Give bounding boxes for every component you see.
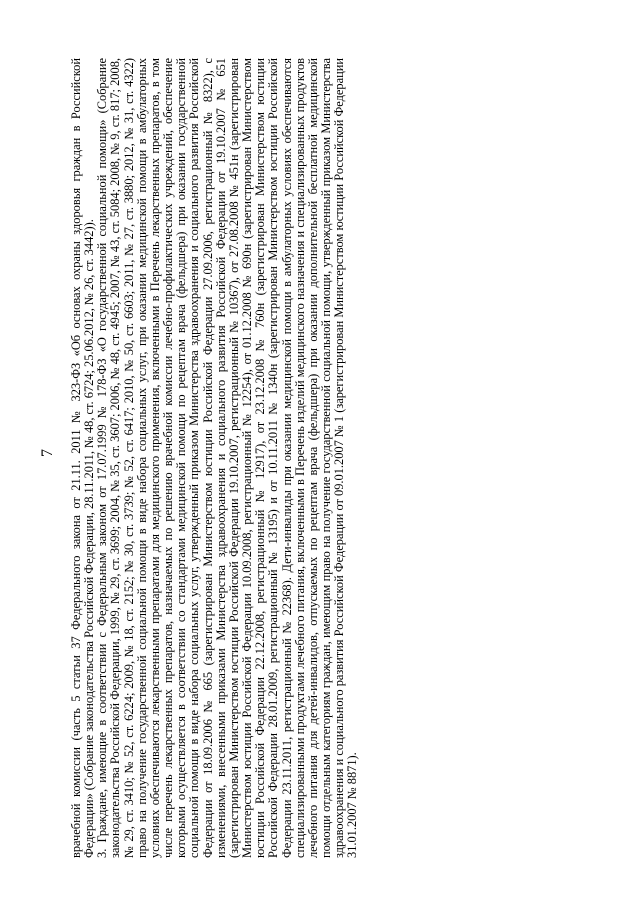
- paragraph-2: 3. Граждане, имеющие в соответствии с Федеральным законом от 17.07.1999 № 178-ФЗ «О государственной социальной помощи» (Собрание законодательства Российской Федерации, 1999, № 29, ст. 3699; 2004, № 35, ст. 3607; 2006, № 48, ст. 4945; 2007, № 43, ст. 5084; 2008, № 9, ст. 817; 2008, № 29, ст. 3410; № 52, ст. 6224; 2009, № 18, ст. 2152; № 30, ст. 3739; № 52, ст. 6417; 2010, № 50, ст. 6603; 2011, № 27, ст. 3880; 2012, № 31, ст. 4322) право на получение государственной социальной помощи в виде набора социальных услуг, при оказании медицинской помощи в амбулаторных условиях обеспечиваются лекарственными препаратами для медицинского применения, включенными в Перечень лекарственных препаратов, в том числе перечень лекарственных препаратов, назначаемых по решению врачебной комиссии лечебно-профилактических учреждений, обеспечение которыми осуществляется в соответствии со стандартами медицинской помощи по рецептам врача (фельдшера) при оказании государственной социальной помощи в виде набора социальных услуг, утвержденный приказом Министерства здравоохранения и социального развития Российской Федерации от 18.09.2006 № 665 (зарегистрирован Министерством юстиции Российской Федерации 27.09.2006, регистрационный № 8322), с изменениями, внесенными приказами Министерства здравоохранения и социального развития Российской Федерации от 19.10.2007 № 651 (зарегистрирован Министерством юстиции Российской Федерации 19.10.2007, регистрационный № 10367), от 27.08.2008 № 451н (зарегистрирован Министерством юстиции Российской Федерации 10.09.2008, регистрационный № 12254), от 01.12.2008 № 690н (зарегистрирован Министерством юстиции Российской Федерации 22.12.2008, регистрационный № 12917), от 23.12.2008 № 760н (зарегистрирован Министерством юстиции Российской Федерации 28.01.2009, регистрационный № 13195) и от 10.11.2011 № 1340н (зарегистрирован Министерством юстиции Российской Федерации 23.11.2011, регистрационный № 22368). Дети-инвалиды при оказании медицинской помощи в амбулаторных условиях обеспечиваются специализированными продуктами лечебного питания, включенными в Перечень изделий медицинского назначения и специализированных продуктов лечебного питания для детей-инвалидов, отпускаемых по рецептам врача (фельдшера) при оказании дополнительной бесплатной медицинской помощи отдельным категориям граждан, имеющим право на получение государственной социальной помощи, утвержденный приказом Министерства здравоохранения и социального развития Российской Федерации от 09.01.2007 № 1 (зарегистрирован Министерством юстиции Российской Федерации 31.01.2007 № 8871).: [95, 58, 360, 858]
- page-number: 7: [39, 449, 56, 457]
- paragraph-1: врачебной комиссии (часть 5 статьи 37 Федерального закона от 21.11. 2011 № 323-ФЗ «Об основах охраны здоровья граждан в Российской Федерации» (Собрание законодательства Российской Федерации, 28.11.2011, № 48, ст. 6724; 25.06.2012, № 26, ст. 3442)).: [69, 58, 97, 858]
- rotated-text-block: [70, 58, 359, 858]
